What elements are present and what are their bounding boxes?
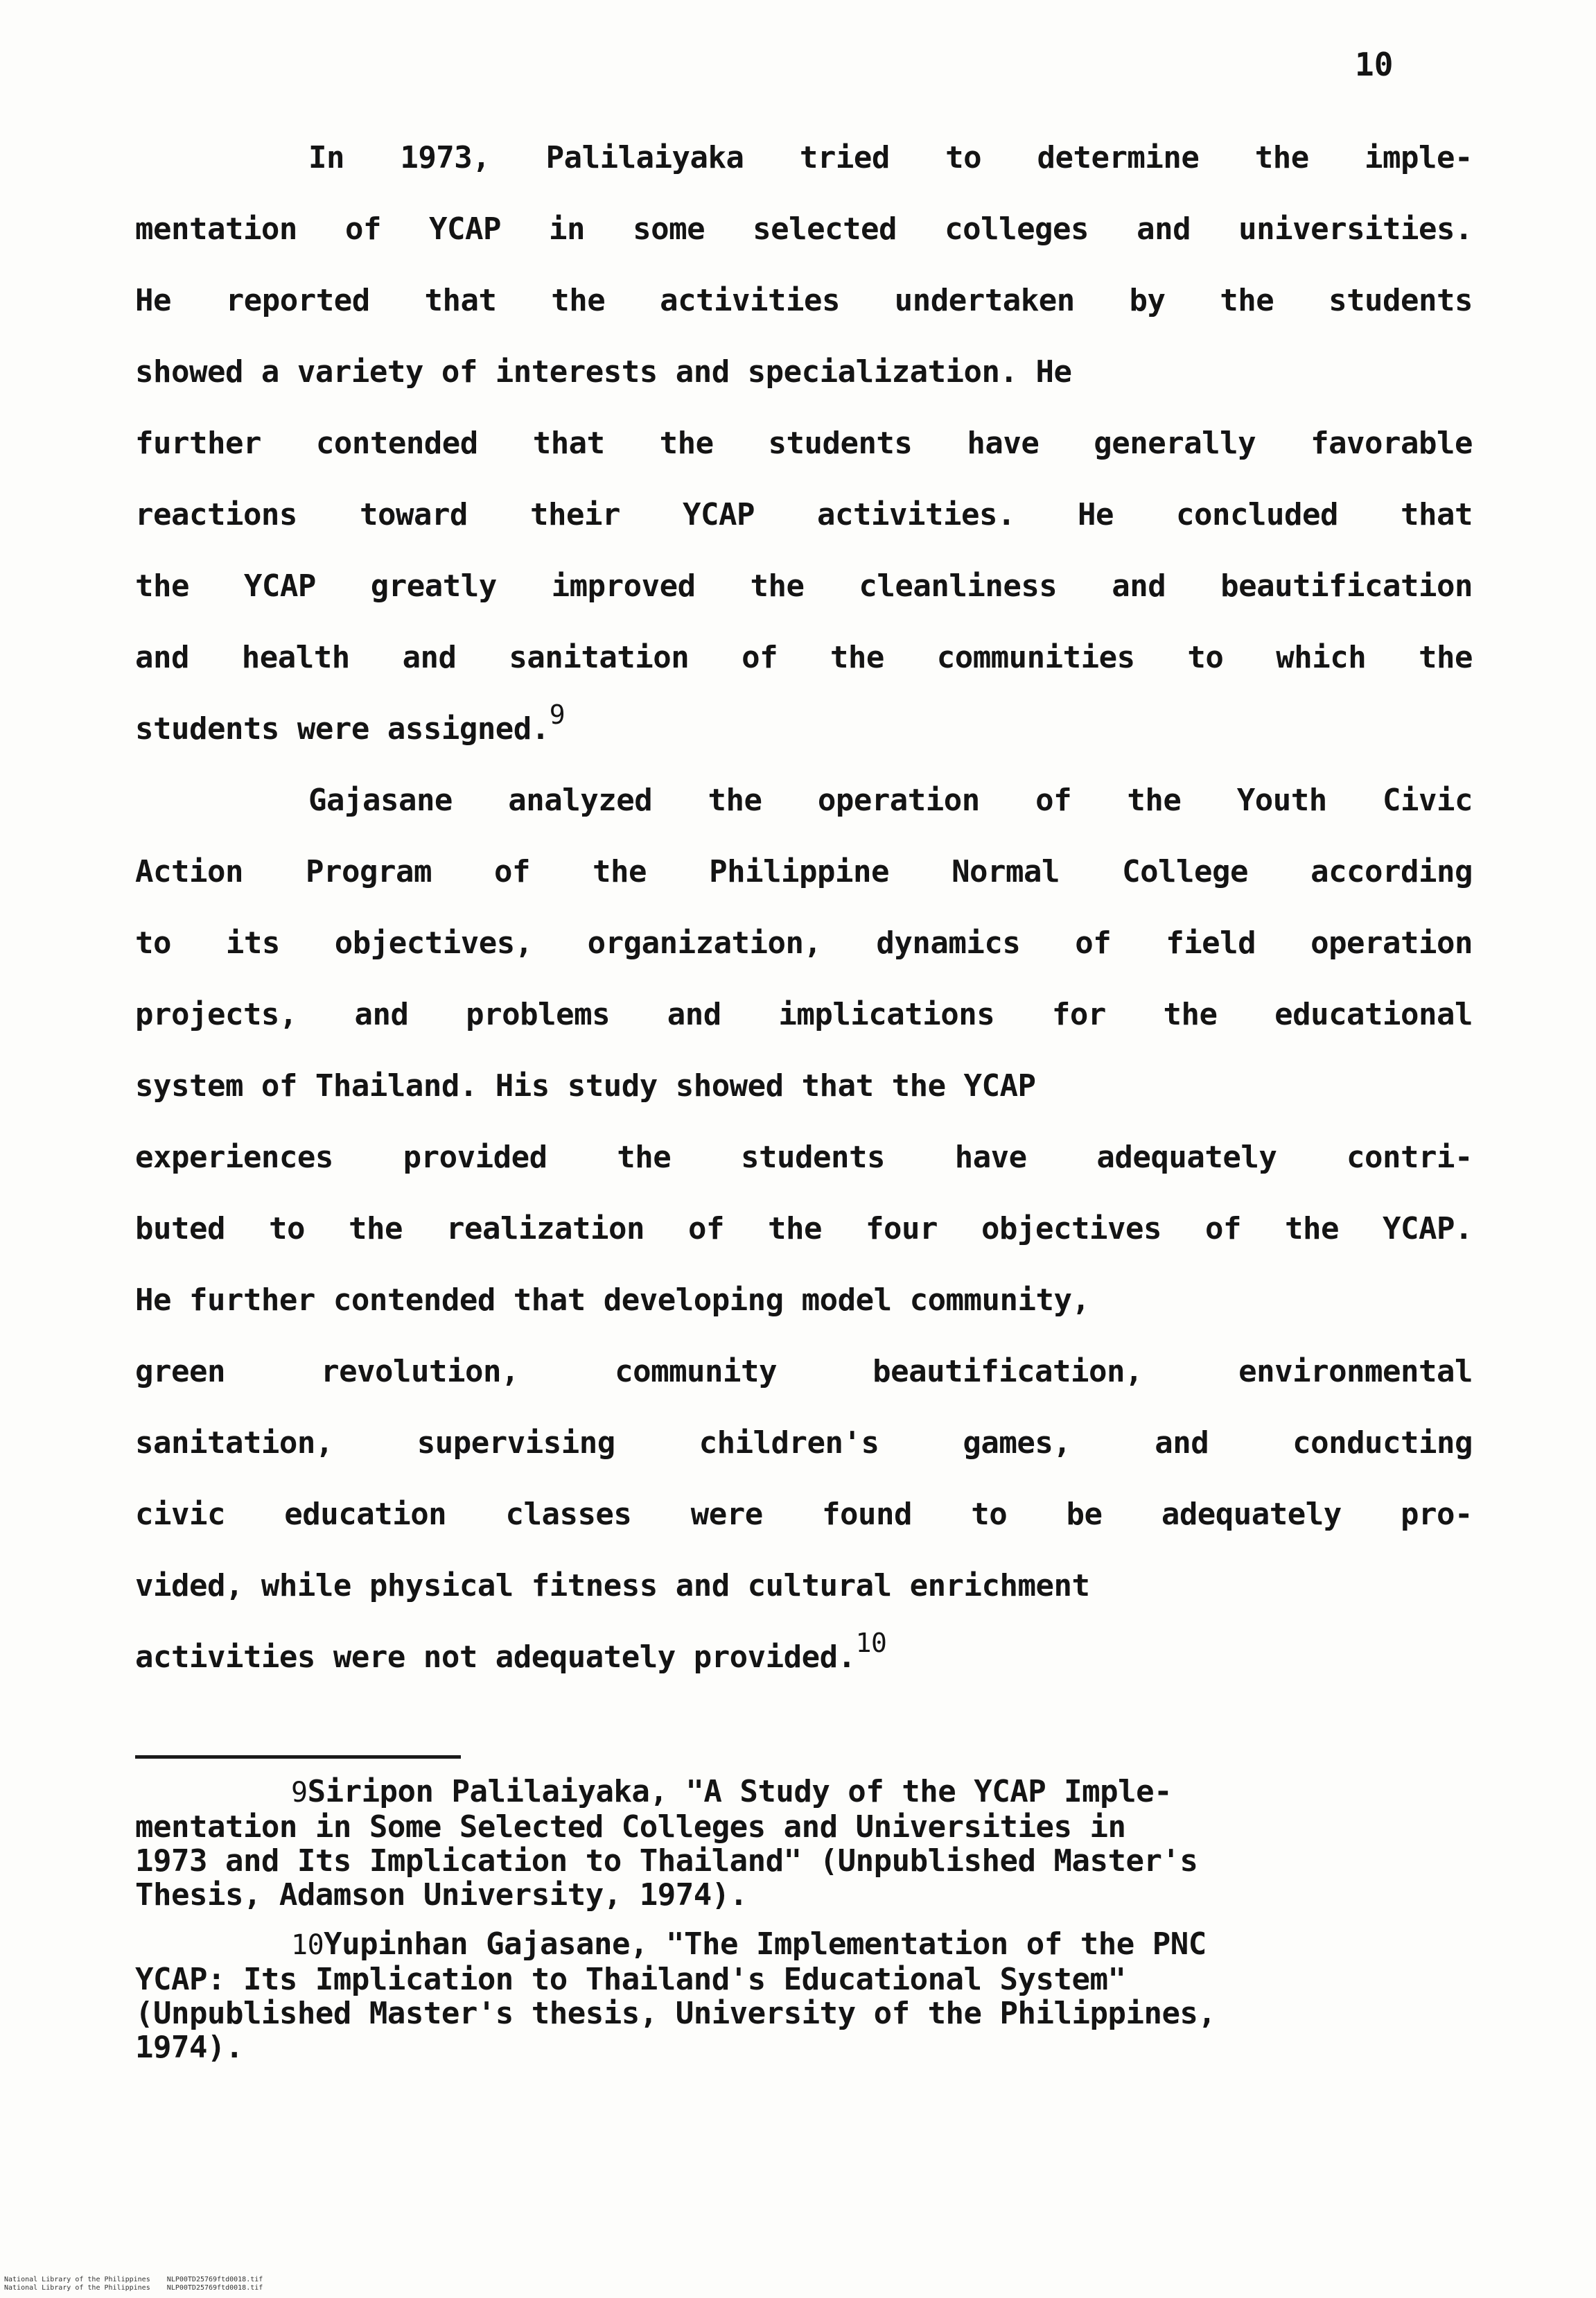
paragraph-line: vided, while physical fitness and cultural enrichment: [135, 1568, 1090, 1603]
paragraph-line: mentation of YCAP in some selected colleges and universities.: [135, 211, 1473, 247]
footnote-line: 1974).: [135, 2030, 243, 2065]
paragraph-line-text: students were assigned.: [135, 711, 550, 747]
footnote-line: (Unpublished Master's thesis, University of the Philippines,: [135, 1996, 1216, 2031]
paragraph-line: sanitation, supervising children's games, and conducting: [135, 1425, 1473, 1461]
footnote-mark: 9: [291, 1777, 308, 1809]
footnote-line: mentation in Some Selected Colleges and Universities in: [135, 1809, 1126, 1845]
paragraph-last-line: [135, 693, 1473, 765]
paragraph-line: reactions toward their YCAP activities. He concluded that: [135, 497, 1473, 532]
archive-label: [4, 2276, 263, 2292]
paragraph-line: civic education classes were found to be adequately pro-: [135, 1497, 1473, 1532]
footnote-line: Thesis, Adamson University, 1974).: [135, 1877, 748, 1913]
footnotes: [135, 1775, 1438, 2080]
paragraph-line: green revolution, community beautification, environmental: [135, 1354, 1473, 1389]
footnote-line: 1973 and Its Implication to Thailand" (Unpublished Master's: [135, 1843, 1198, 1879]
paragraph-line: showed a variety of interests and specialization. He: [135, 354, 1072, 390]
paragraph-line: Action Program of the Philippine Normal College according: [135, 854, 1473, 889]
archive-label-line: National Library of the Philippines NLP00TD25769ftd0018.tif: [4, 2284, 263, 2292]
footnote-line: [135, 1775, 1438, 1810]
paragraph-line: the YCAP greatly improved the cleanliness and beautification: [135, 568, 1473, 604]
paragraph-line: He further contended that developing model community,: [135, 1282, 1090, 1318]
footnote-10: [135, 1927, 1438, 2064]
paragraph-line: He reported that the activities undertaken by the students: [135, 283, 1473, 318]
paragraph-1: [135, 122, 1473, 765]
footnote-mark: 10: [291, 1929, 324, 1961]
footnote-reference: 10: [855, 1628, 887, 1659]
footnote-line-text: Siripon Palilaiyaka, "A Study of the YCAP Imple-: [307, 1774, 1173, 1809]
footnote-reference: 9: [549, 699, 565, 731]
paragraph-line: to its objectives, organization, dynamics of field operation: [135, 925, 1473, 961]
paragraph-line: projects, and problems and implications for the educational: [135, 997, 1473, 1032]
footnote-divider: [135, 1755, 461, 1759]
paragraph-line: system of Thailand. His study showed that the YCAP: [135, 1068, 1036, 1104]
paragraph-2: [135, 765, 1473, 1693]
footnote-9: [135, 1775, 1438, 1912]
paragraph-line-text: activities were not adequately provided.: [135, 1639, 856, 1675]
paragraph-line: experiences provided the students have adequately contri-: [135, 1140, 1473, 1175]
paragraph-last-line: [135, 1621, 1473, 1693]
paragraph-line: In 1973, Palilaiyaka tried to determine the imple-: [308, 140, 1473, 175]
footnote-line-text: Yupinhan Gajasane, "The Implementation of the PNC: [324, 1926, 1207, 1962]
page-number: 10: [1355, 46, 1394, 83]
footnote-line: YCAP: Its Implication to Thailand's Educational System": [135, 1962, 1126, 1997]
paragraph-line: further contended that the students have generally favorable: [135, 426, 1473, 461]
archive-label-line: National Library of the Philippines NLP00TD25769ftd0018.tif: [4, 2276, 263, 2283]
paragraph-line: Gajasane analyzed the operation of the Youth Civic: [308, 783, 1473, 818]
body-text: [135, 122, 1473, 1693]
paragraph-line: buted to the realization of the four objectives of the YCAP.: [135, 1211, 1473, 1246]
paragraph-line: and health and sanitation of the communities to which the: [135, 640, 1473, 675]
footnote-line: [135, 1927, 1438, 1962]
